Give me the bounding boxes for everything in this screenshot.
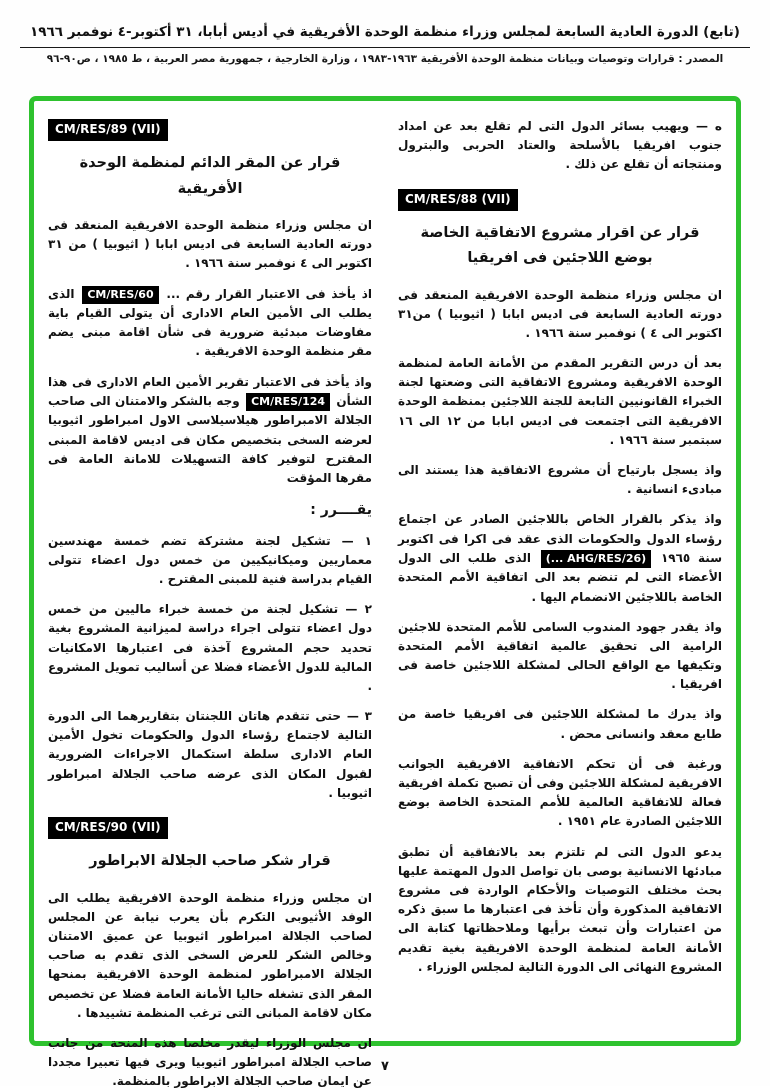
paragraph-clause-5: ه — ويهيب بسائر الدول التى لم تقلع بعد عن امداد جنوب افريقيا بالأسلحة والعتاد الحربى والبترول ومنتجاته أن تقلع عن ذلك . [398, 119, 722, 172]
resolution-number-badge-cm-res-89: CM/RES/89 (VII) [48, 119, 168, 141]
page-number: ٧ [381, 1059, 389, 1074]
two-column-layout [48, 117, 723, 1089]
paragraph: ان مجلس وزراء منظمة الوحدة الافريقية المنعقد فى دورته العادية السابعة فى اديس ابابا ( اثيوبيا ) من ٣١ اكتوبر الى ٤ نوفمبر سنة ١٩٦٦ . [48, 217, 372, 271]
resolution-badge-row [48, 817, 372, 839]
inline-reference-badge-cm-res-60: CM/RES/60 [82, 286, 158, 305]
paragraph-with-reference [48, 285, 372, 362]
numbered-item-1: ١ — تشكيل لجنة مشتركة تضم خمسة مهندسين معماريين وميكانيكيين من خمس دول اعضاء تتولى القيام بدراسة فنية للمبنى المقترح . [48, 533, 372, 586]
numbered-item-2: ٢ — تشكيل لجنة من خمسة خبراء ماليين من خمس دول اعضاء تتولى اجراء دراسة لميزانية المشروع بغية تحديد حجم المشروع آخذة فى اعتبارها الامكانيات المالية للدول الأعضاء فضلا عن أساليب تمويل المشروع . [48, 602, 372, 693]
numbered-item-3: ٣ — حتى تتقدم هاتان اللجنتان بتقاريرهما الى الدورة التالية لاجتماع رؤساء الدول والحكومات تخول الأمين العام الادارى سلطة استكمال الاجراءات الضرورية لقبول المكان الذى عرضه صاحب الجلالة امبراطور اثيوبيا . [48, 709, 372, 800]
paragraph: ان مجلس الوزراء ليقدر مخلصا هذه المنحة من جانب صاحب الجلالة امبراطور اثيوبيا ويرى فيها تعبيرا مجددا عن ايمان صاحب الجلالة الابراطور بالمنظمة. [48, 1035, 372, 1089]
paragraph: واذ يدرك ما لمشكلة اللاجئين فى افريقيا خاصة من طابع معقد وانسانى محض . [398, 707, 722, 741]
paragraph-text: الذى طلب الى الدول الأعضاء التى لم تنضم بعد الى اتفاقية الأمم المتحدة الخاصة باللاجئين الانضمام اليها . [398, 550, 722, 604]
resolution-title-res90: قرار شكر صاحب الجلالة الابراطور [89, 853, 331, 870]
paragraph-with-reference [398, 510, 722, 606]
paragraph-text: واذ يأخذ فى الاعتبار تقرير الأمين العام الادارى فى هذا الشأن [48, 374, 372, 408]
paragraph: ورغبة فى أن تحكم الاتفاقية الافريقية الجوانب الافريقية لمشكلة اللاجئين وفى أن تصبح تكملة افريقية فعالة للاتفاقية العالمية للأمم المتحدة الخاصة بوضع اللاجئين الصادرة عام ١٩٥١ . [398, 756, 722, 829]
inline-reference-badge-cm-res-124: CM/RES/124 [246, 393, 330, 412]
header-divider [20, 47, 750, 48]
paragraph-text: واذ يذكر بالقرار الخاص باللاجئين الصادر عن اجتماع رؤساء الدول والحكومات الذى عقد فى اكرا فى اكتوبر سنة ١٩٦٥ [398, 512, 723, 565]
paragraph-text: وجه بالشكر والامتنان الى صاحب الجلالة الامبراطور هيلاسيلاسى الاول امبراطور اثيوبيا لعرضه السخى بتخصيص مكان فى اديس لاقامة المبنى المقترح لتوفير كافة التسهيلات للامانة العامة فى مقرها المؤقت [48, 393, 372, 485]
resolution-number-badge-cm-res-90: CM/RES/90 (VII) [48, 817, 168, 839]
paragraph-text: الذى يطلب الى الأمين العام الادارى أن يتولى القيام باية مفاوضات مبدئية ضرورية فى شأن اقامة مبنى يضم مقر منظمة الوحدة الافريقية . [48, 286, 372, 359]
resolution-title-res88: قرار عن اقرار مشروع الاتفاقية الخاصة بوضع اللاجئين فى افريقيا [420, 224, 700, 267]
paragraph-text: اذ يأخذ فى الاعتبار القرار رقم ... [166, 286, 372, 301]
paragraph: ان مجلس وزراء منظمة الوحدة الافريقية يطلب الى الوفد الأثيوبى التكرم بأن يعرب نيابة عن المجلس لصاحب الجلالة امبراطور اثيوبيا عن عميق الامتنان وخالص الشكر للعرض السخى الذى تقدم به صاحب الجلالة الامبراطور لمنظمة الوحدة الافريقية بمنحها المقر الذى تشغله حاليا الأمانة العامة فضلا عن تخصيص مكان لاقامة المبانى التى ترغب المنظمة تشييدها . [48, 890, 372, 1020]
resolution-badge-row [398, 189, 722, 211]
decides-label: يقــــرر : [310, 502, 372, 519]
paragraph: واذ يقدر جهود المندوب السامى للأمم المتحدة للاجئين الرامية الى تحقيق عالمية اتفاقية الأمم المتحدة وتكيفها مع الواقع الحالى لمشكلة اللاجئين خاصة فى افريقيا . [398, 619, 722, 692]
paragraph: واذ يسجل بارتياح أن مشروع الاتفاقية هذا يستند الى مبادىء انسانية . [398, 463, 722, 497]
resolution-badge-row [48, 119, 372, 141]
content-frame [29, 96, 741, 1089]
left-column [48, 117, 372, 1089]
resolution-number-badge-cm-res-88: CM/RES/88 (VII) [398, 189, 518, 211]
header-continuation-line: (تابع) الدورة العادية السابعة لمجلس وزراء منظمة الوحدة الأفريقية في أديس أبابا، ٣١ أكتوبر-٤ نوفمبر ١٩٦٦ [30, 24, 740, 40]
paragraph-with-reference [48, 373, 372, 489]
resolution-title-res89: قرار عن المقر الدائم لمنظمة الوحدة الأفريقية [79, 155, 341, 197]
paragraph: ان مجلس وزراء منظمة الوحدة الافريقية المنعقد فى دورته العادية السابعة فى اديس ابابا ( اثيوبيا ) من٣١ اكتوبر الى ٤ ) نوفمبر سنة ١٩٦٦ . [398, 287, 722, 340]
paragraph: بعد أن درس التقرير المقدم من الأمانة العامة لمنظمة الوحدة الافريقية ومشروع الاتفاقية التى وضعتها لجنة الخبراء القانونيين التابعة للجنة اللاجئين بمنظمة الوحدة الافريقية التى اجتمعت فى اديس ابابا من ١٢ الى ١٦ سبتمبر سنة ١٩٦٦ . [398, 356, 722, 447]
header-source-line: المصدر : قرارات وتوصيات وبيانات منظمة الوحدة الأفريقية ١٩٦٣-١٩٨٣ ، وزارة الخارجية ، جمهورية مصر العربية ، ط ١٩٨٥ ، ص٩٠-٩٦ [46, 53, 724, 65]
inline-reference-badge-ahg-res-26: (... AHG/RES/26) [541, 550, 651, 569]
right-column [398, 117, 722, 1031]
page-header [0, 0, 770, 65]
paragraph: يدعو الدول التى لم تلتزم بعد بالاتفاقية أن تطبق مبادئها الانسانية بوصى بان تواصل الدول المهتمة عليها بحث مختلف التوصيات والأحكام الواردة فى مشروع الاتفاقية المذكورة وأن تأخذ فى اعتبارها ما سبق ذكره من اعتبارات وأن تبعث برأيها وملاحظاتها كتابة الى الأمانة العامة لمنظمة الوحدة الافريقية بغية تقديم المشروع النهائى الى الدورة التالية لمجلس الوزراء . [398, 844, 722, 974]
